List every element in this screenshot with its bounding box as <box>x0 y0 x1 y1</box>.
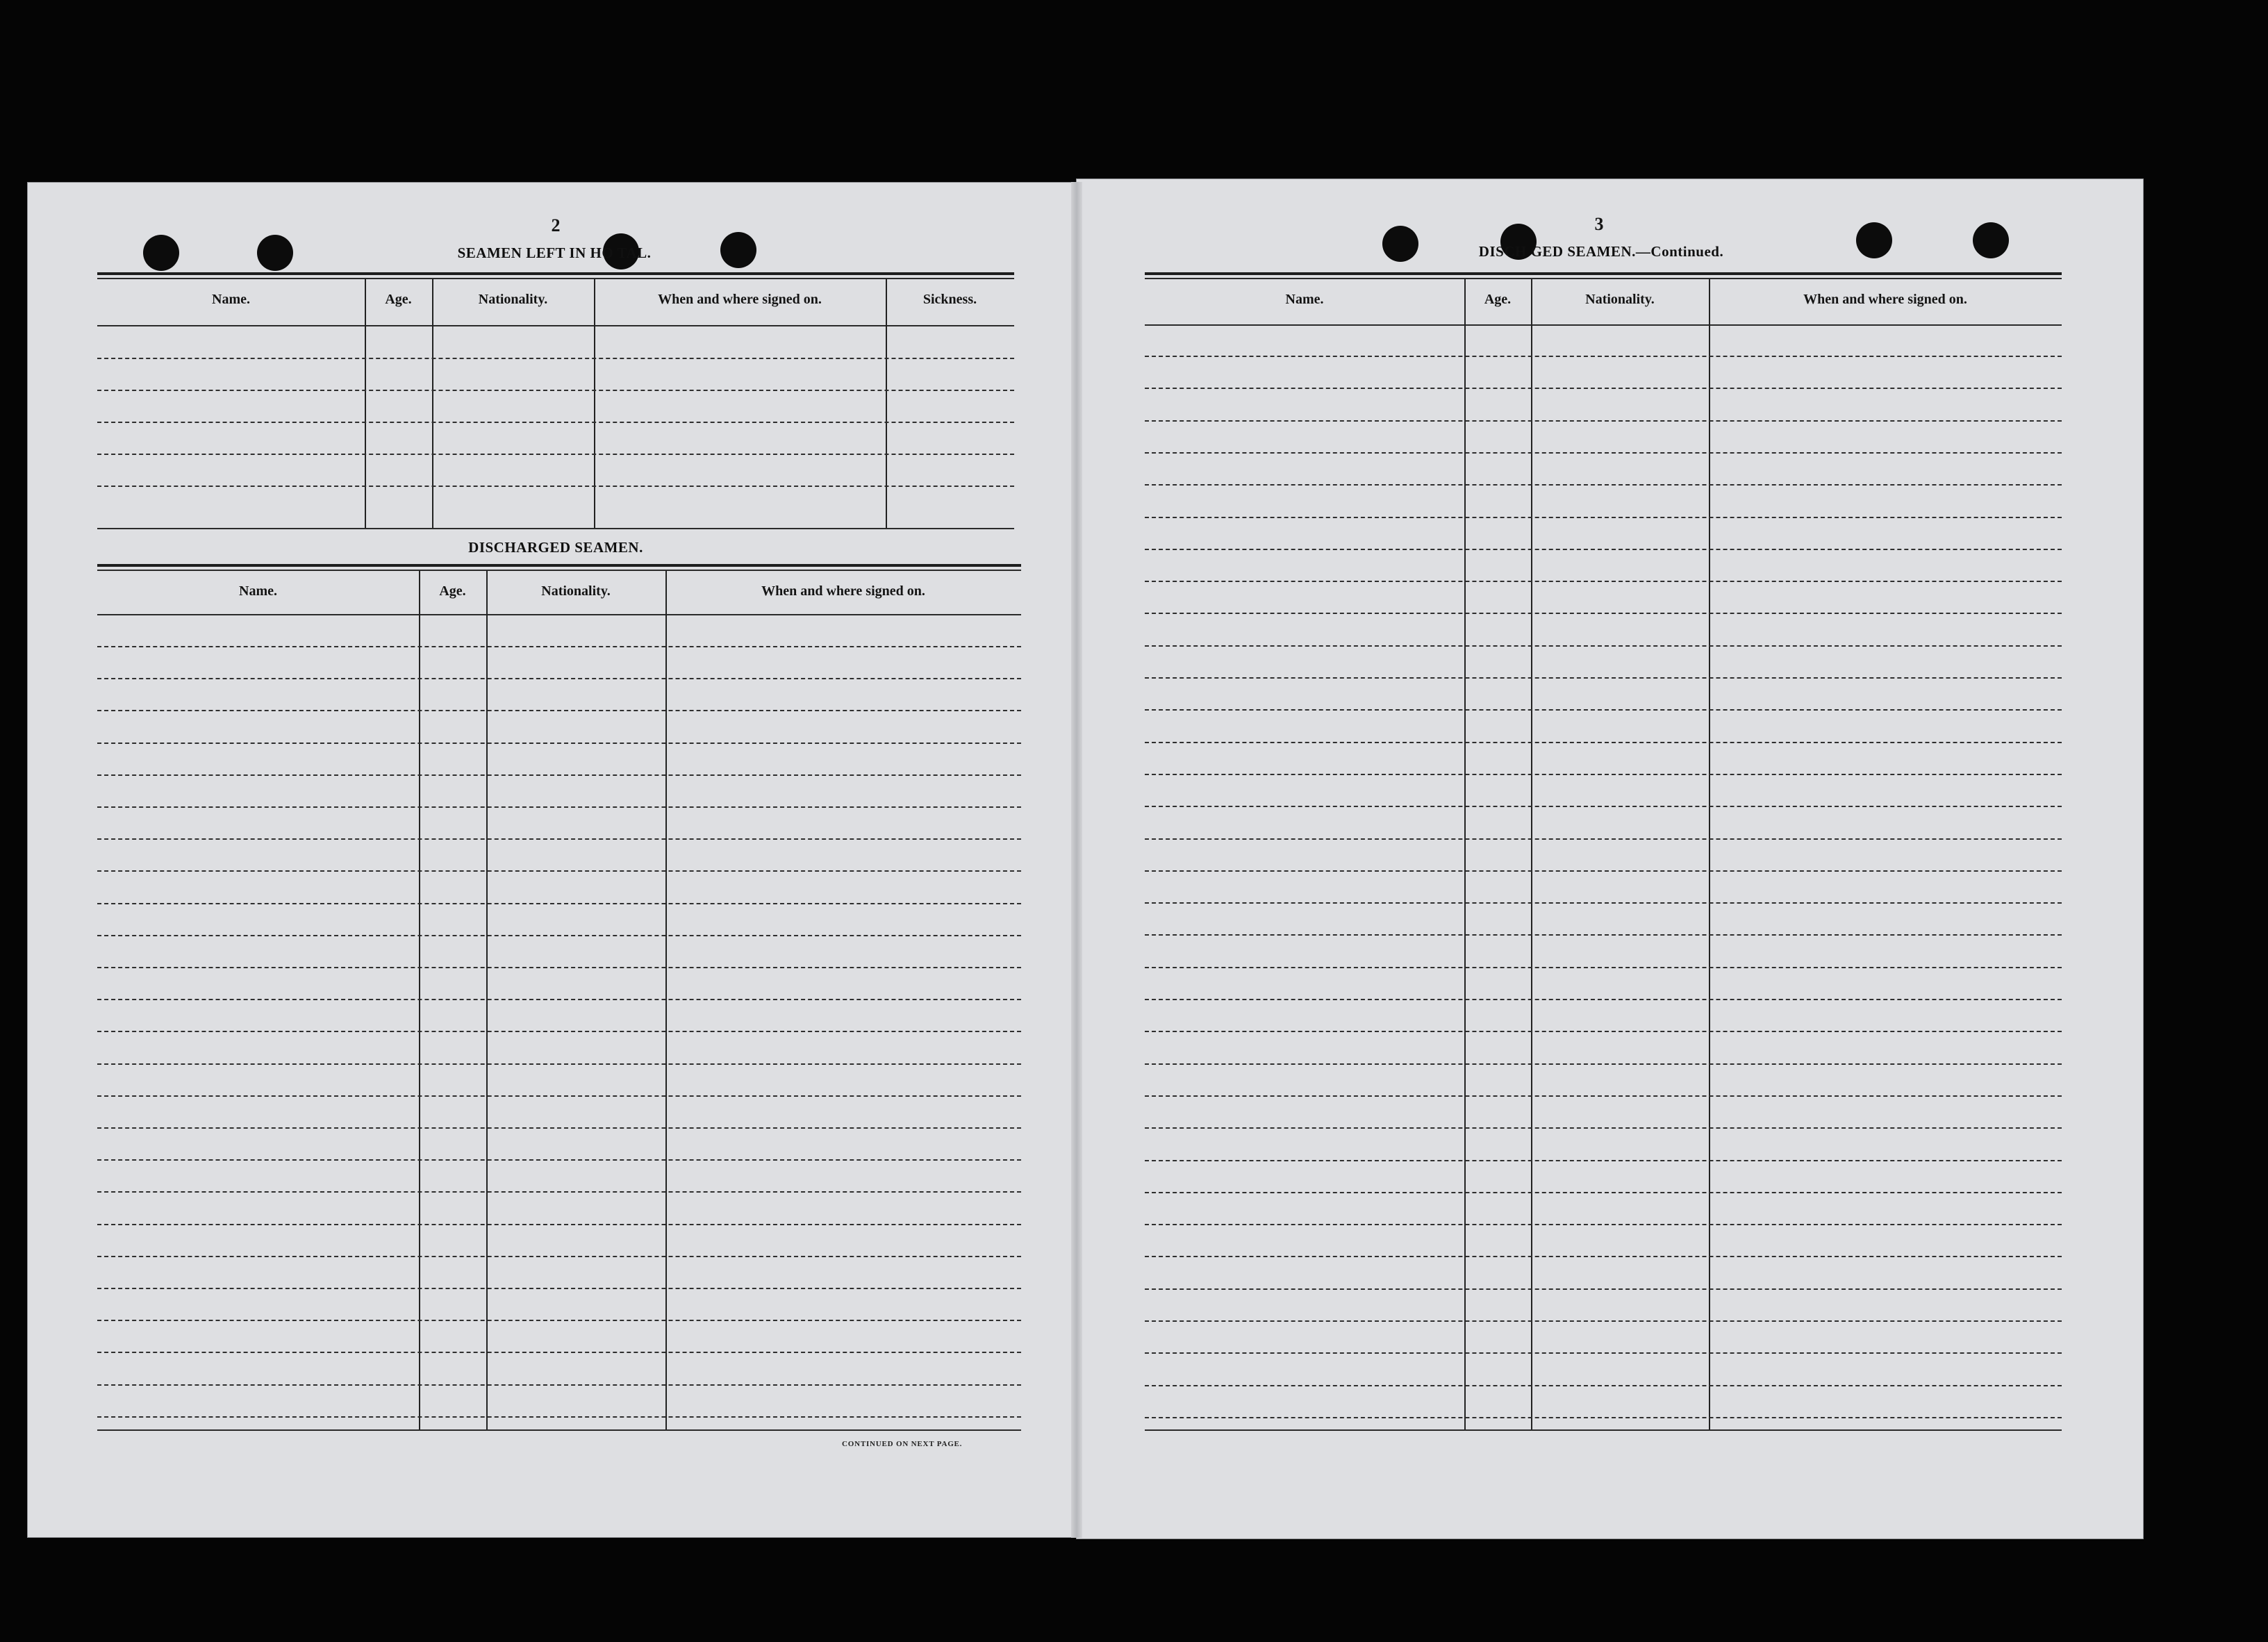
table-row <box>97 838 1021 840</box>
table-row <box>97 454 1014 455</box>
table-row <box>1145 1063 2062 1065</box>
table-row <box>1145 1224 2062 1225</box>
table-row <box>97 358 1014 359</box>
column-divider <box>486 571 488 1429</box>
table-bottom-rule <box>97 1429 1021 1431</box>
table-row <box>97 1127 1021 1129</box>
table-row <box>1145 902 2062 904</box>
table-row <box>1145 1256 2062 1257</box>
column-divider <box>419 571 420 1429</box>
table-row <box>1145 806 2062 807</box>
header-rule <box>1145 324 2062 326</box>
table-row <box>97 1095 1021 1097</box>
table-row <box>97 743 1021 744</box>
table-row <box>97 1224 1021 1225</box>
punch-hole <box>1856 222 1892 258</box>
table-row <box>1145 356 2062 357</box>
table-row <box>1145 1320 2062 1322</box>
column-divider <box>365 279 366 528</box>
table-row <box>97 1288 1021 1289</box>
table-top-rule <box>97 272 1014 275</box>
column-header: Name. <box>212 292 250 307</box>
table-row <box>1145 934 2062 936</box>
table-row <box>97 870 1021 872</box>
table-row <box>1145 452 2062 454</box>
table-top-rule <box>1145 278 2062 279</box>
column-header: Nationality. <box>478 292 548 307</box>
table-row <box>1145 870 2062 872</box>
punch-hole <box>257 235 293 271</box>
table-row <box>97 646 1021 647</box>
discharged-section-title: DISCHARGED SEAMEN. <box>468 539 643 556</box>
table-row <box>97 903 1021 904</box>
table-row <box>97 710 1021 711</box>
page-number: 3 <box>1594 214 1604 234</box>
table-row <box>1145 1160 2062 1161</box>
punch-hole <box>1382 226 1418 262</box>
table-row <box>97 774 1021 776</box>
column-header: Sickness. <box>922 292 977 307</box>
table-row <box>97 1320 1021 1321</box>
table-row <box>97 1384 1021 1386</box>
right-page <box>1077 179 2143 1539</box>
table-row <box>1145 838 2062 840</box>
column-header: Nationality. <box>1585 292 1655 307</box>
column-header: When and where signed on. <box>761 583 925 599</box>
table-row <box>97 806 1021 808</box>
table-row <box>1145 484 2062 486</box>
punch-hole <box>720 232 756 268</box>
table-bottom-rule <box>97 528 1014 529</box>
table-row <box>97 1191 1021 1193</box>
table-row <box>1145 549 2062 550</box>
table-row <box>97 390 1014 391</box>
table-row <box>1145 1385 2062 1386</box>
table-row <box>97 486 1014 487</box>
table-row <box>1145 1031 2062 1032</box>
column-divider <box>594 279 595 528</box>
column-header: Name. <box>239 583 277 599</box>
table-row <box>97 1031 1021 1032</box>
table-row <box>97 1416 1021 1418</box>
column-header: When and where signed on. <box>1803 292 1967 307</box>
table-row <box>1145 517 2062 518</box>
table-row <box>1145 709 2062 711</box>
table-row <box>1145 1352 2062 1354</box>
table-row <box>97 999 1021 1000</box>
table-row <box>1145 581 2062 582</box>
column-divider <box>432 279 433 528</box>
table-row <box>1145 1095 2062 1097</box>
page-fold <box>1071 182 1082 1538</box>
punch-hole <box>1973 222 2009 258</box>
table-row <box>1145 420 2062 422</box>
table-row <box>1145 1127 2062 1129</box>
table-row <box>1145 613 2062 614</box>
table-row <box>97 1159 1021 1161</box>
column-header: Nationality. <box>541 583 611 599</box>
table-row <box>1145 388 2062 389</box>
hospital-section-title: SEAMEN LEFT IN HO TAL. <box>457 244 652 261</box>
table-row <box>1145 742 2062 743</box>
table-row <box>97 678 1021 679</box>
column-divider <box>665 571 667 1429</box>
column-header: Age. <box>1484 292 1512 307</box>
column-header: Name. <box>1285 292 1324 307</box>
page-number: 2 <box>551 215 561 235</box>
table-row <box>1145 774 2062 775</box>
table-row <box>1145 677 2062 679</box>
table-row <box>97 935 1021 936</box>
continued-note: CONTINUED ON NEXT PAGE. <box>842 1440 963 1448</box>
table-top-rule <box>97 278 1014 279</box>
table-row <box>97 1256 1021 1257</box>
header-rule <box>97 325 1014 326</box>
table-row <box>1145 645 2062 647</box>
punch-hole <box>143 235 179 271</box>
table-row <box>1145 1288 2062 1290</box>
table-row <box>97 1063 1021 1065</box>
column-header: When and where signed on. <box>658 292 822 307</box>
column-divider <box>886 279 887 528</box>
table-row <box>97 967 1021 968</box>
table-row <box>97 422 1014 423</box>
header-rule <box>97 614 1021 615</box>
table-row <box>1145 1417 2062 1418</box>
discharged-continued-title: DISCH GED SEAMEN.—Continued. <box>1478 243 1724 260</box>
table-row <box>1145 967 2062 968</box>
column-header: Age. <box>385 292 412 307</box>
table-row <box>97 1352 1021 1353</box>
table-bottom-rule <box>1145 1429 2062 1431</box>
table-top-rule <box>1145 272 2062 275</box>
table-top-rule <box>97 564 1021 567</box>
column-header: Age. <box>439 583 466 599</box>
table-top-rule <box>97 570 1021 571</box>
table-row <box>1145 999 2062 1000</box>
left-page <box>28 183 1077 1537</box>
table-row <box>1145 1192 2062 1193</box>
